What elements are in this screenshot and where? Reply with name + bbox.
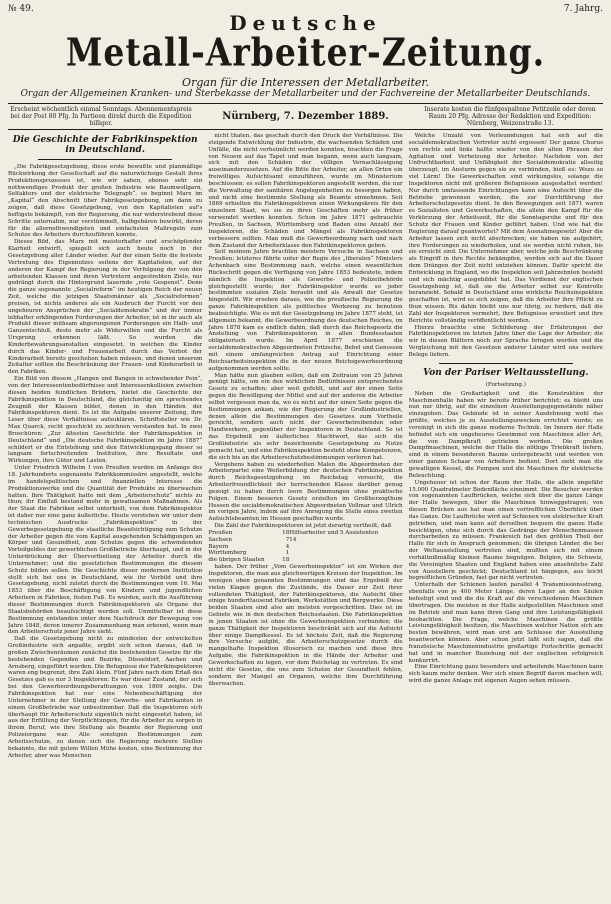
paragraph: Ungeheuer ist schon der Raum der Halle, die allein ungefähr 15.000 Quadratmeter Bodenfläche einnimmt. Die Besucher werden von sogenannten Laufbrücken, welche sich über die ganze Länge der Halle bewegen, über die Maschinen hinweggetragen; von diesen Brücken aus hat man einen vortrefflichen Überblick über das Ganze. Die Laufbrücke wird auf Schienen von elektrischer Kraft getrieben, und man kann auf derselben bequem die ganze Halle besichtigen, ohne sich durch das Gedränge der Menschenmassen durcharbeiten zu müssen. Frankreich hat den größten Theil der Halle für sich in Anspruch genommen; die übrigen Länder, die bei der Weltausstellung vertreten sind, mußten sich mit einem verhältnißmäßig kleinen Raume begnügen. Belgien, die Schweiz, die Vereinigten Staaten und England haben eine ansehnliche Zahl von Ausstellern geschickt; Deutschland ist hingegen, aus leicht begreiflichen Gründen, fast gar nicht vertreten.	[408, 479, 603, 582]
masthead-subtitle-2: Organ der Allgemeinen Kranken- und Sterbekasse der Metallarbeiter und der Fachvereine der Metallarbeiter Deutschlands.	[20, 89, 591, 99]
volume-year: 7. Jahrg.	[563, 4, 603, 14]
paragraph: Dieses Bild, das Marx mit meisterhafter und erschöpfender Klarheit entwirft, spiegelt sich auch heute noch in der Gesetzgebung aller Länder wieder. Auf der einen Seite die festeste Vertretung des Eigennutzes seitens der Kapitalisten, auf der anderen der Kampf der Regierung in der Verfolgung der von den arbeitenden Klassen und ihren Vertretern angestrebten Ziele, nur gedrängt durch die Hintergrund lauernde „rote Gespenst“. Denn die ganze sogenannte „Socialreform“ im heutigen Reich der neuen Zeit, welche die jetzigen Staatsmänner als „Socialreformen“ preisen, ist nichts anderes als ein Ausbruch der Furcht vor den ungeheuren Ansprüchen der „Socialdemokratie“ und der immer lebhafter erklingenden Forderungen der Arbeiter, ist in ihr auch als Produkt dieser mühsam abgerungenen Forderungen ein Halb- und Ganzentschluß, desto mehr als Widerwillen und die Furcht als Ursprung erkennen läßt. So wurden die Kinderbewahrungsanstalten eingesetzt, in welchen die Kinder durch das Kinder- und Frauenarbeit durch das Verbot der Kinderarbeit bereits geschehen haben müssen, und denen unserem Zeitalter sollten die Beschränkung der Frauen- und Kinderarbeit in den Fabriken.	[8, 239, 203, 376]
count-cell: 18	[282, 529, 290, 536]
heading-divider	[38, 159, 172, 160]
masthead	[8, 12, 603, 100]
article-divider	[439, 363, 573, 364]
paragraph: Hierzu brauchte eine Schilderung der Erfahrungen der Fabrikinspektoren im letzten Jahre über die Lage der Arbeiter; die wir in diesen Blättern noch zur Sprache bringen werden und die Vergleichung mit den Gesetzen anderer Länder wird uns weitere Belege liefern.	[408, 324, 603, 358]
paragraph: „Die Fabrikgesetzgebung, diese erste bewußte und planmäßige Rückwirkung der Gesellschaft auf die naturwüchsige Gestalt ihres Produktionsprozesses ist, wie wir sahen, ebenso sehr ein nothwendiges Produkt der großen Industrie wie Baumwollgarn, Selfaktors und der elektrische Telegraph“, so beginnt Marx im „Kapital“ den Abschnitt über Fabrikgesetzgebung, um dann zu zeigen, daß diese Gesetzgebung, von den Kapitalisten auf's heftigste bekämpft, von der Regierung, die nur widerstrebend diese Schritte unternahm, nur verstümmelt, halbgebären bewirkt, deren für die allernothwendigsten und einfachsten Maßregeln zum Schutze des Arbeiters durchzuführen konnte.	[8, 164, 203, 239]
paragraph: Man hätte nun glauben sollen, daß ein Zeitraum von 25 Jahren genügt hätte, um ein den wirklichen Bedürfnissen entsprechendes Gesetz zu schaffen; aber weit gefehlt, und auf der einen Seite gegen die Bewilligung der Mittel und auf der anderen die Arbeiter selbst vergessen man da, wo es nicht auf der einen Seite gegen die Bestimmungen ankam, wie der Regierung der Großindustriellen, denen allein die Bestimmungen des Gesetzes zum Vortheile gereicht, sondern auch nicht der Gewerbetreibenden oder Handwerkern, gegenüber der Inspektoren in Deutschland. So ist das Ergebniß ein äußerliches Machtwort, das sich die Großindustrie als sehr bezeichnende Gesetzgebung zu Nutze gemacht hat, und eine Fabrikinspektion besteht ohne Kompetenzen, die sich bis an die Arbeiterschutzbestimmungen verloren hat.	[208, 372, 403, 461]
issue-date: Nürnberg, 7. Dezember 1889.	[222, 111, 389, 122]
paragraph: Unterhalb der Schienen laufen parallel 4 Transmissionsstrang, ebenfalls von je 400 Meter Länge, deren Lager an den Säulen befestigt sind und die die Kraft auf die verschiedenen Maschinen übertragen. Die meisten in der Halle aufgestellten Maschinen sind im Betrieb und man kann ihren Gang und ihre Leistungsfähigkeit beobachten. Die Frage, welche Maschinen die größte Leistungsfähigkeit besitzen, die Maschinen welcher Nation sich am besten bewähren, wird man erst am Schlusse der Ausstellung beantworten können. Aber schon jetzt läßt sich sagen, daß die französische Maschinenindustrie großartige Fortschritte gemacht hat und in mancher Beziehung mit der englischen erfolgreich konkurrirt.	[408, 582, 603, 664]
state-cell: die übrigen Staaten	[208, 557, 265, 564]
paragraph: Welche Unzahl von Verleumdungen hat sich auf die socialdemokratischen Vertreter nicht ergossen! Der ganze Chorus von rechts und links hallte wieder von den alten Phrasen der Agitation und Verhetzung der Arbeiter. Nachdem von der Unfruchtbarkeit und Unfähigkeit der Socialdemokratie allseitig überzeugt, im Ansturm gegen sie zu verbünden, hieß es: Wozu so viel Lärm! Die Gewerkschaften sind wirkungslos, solange die Inspektoren nicht mit größeren Befugnissen ausgestattet werden! Nur durch umfassende Einrichtungen kann eine Aufsicht über die Betriebe gewonnen werden, die zur Durchführung der Arbeiterschutzgesetze dient. In den Bewegungen seit 1871 waren es Sozialisten und Gewerkschaften, die allein den Kampf für die Verkürzung der Arbeitszeit, für die Sonntagsruhe und für den Schutz der Frauen und Kinder geführt haben. Und wie hat die Regierung darauf geantwortet? Mit dem Ausnahmegesetz! Aber die Arbeiter lassen sich nicht abschrecken; sie haben nie aufgehört, ihre Forderungen zu wiederholen, und sie werden nicht ruhen, bis sie erreicht sind. Die Unternehmer aber, welche jede Beschränkung als Eingriff in ihre Rechte bekämpfen, werden sich auf die Dauer dem Drängen der Zeit nicht entziehen können. Dafür spricht die Entwicklung in England, wo die Inspektion seit Jahrzehnten besteht und sich mächtig ausgebildet hat. Das Verdienst der englischen Gesetzgebung ist, daß sie die Arbeiter selbst zur Kontrolle heranzieht. Sobald in Deutschland eine wirkliche Reichsinspektion geschaffen ist, wird es sich zeigen, daß die Arbeiter ihre Pflicht zu thun wissen. Bis dahin bleibt uns nur übrig, zu fordern, daß die Zahl der Inspektoren vermehrt, ihre Befugnisse erweitert und ihre Berichte vollständig veröffentlicht werden.	[408, 133, 603, 324]
count-cell: 7	[285, 536, 290, 543]
state-cell: Bayern	[208, 543, 229, 550]
count-cell: 18	[282, 557, 290, 564]
column-1	[8, 133, 202, 903]
issue-number: № 49.	[8, 4, 34, 14]
table-row	[208, 544, 402, 551]
columns	[8, 133, 603, 903]
paragraph: Vergebens haben zu wiederholten Malen die Abgeordneten der Arbeiterpartei eine Weiterbildung der deutschen Fabrikinspektion durch Reichsgesetzgebung im Reichstag versucht, die Arbeiterfreundlichkeit der herrschenden Klasse darüber genug gezeigt zu haben durch leere Bestimmungen ohne praktische Folgen. Einem besseren Gesetz erzielten im Großherzogthum Hessen die socialdemokratischen Abgeordneten Vollmar und Ulrich im vorigen Jahre, indem auf ihre Anregung die Stelle eines zweiten Aufsichtsbeamten im Hessen geschaffen wurde.	[208, 461, 403, 523]
paragraph: nicht thaten, das geschah durch den Druck der Verhältnisse. Die steigende Entwicklung der Industrie, die wachsenden Schäden und Unfälle, die nicht verheimlicht werden konnten, brachten die Frage von Neuem auf das Tapet und man begann, wenn auch langsam, sich mit den Schäden der völligen Vernachlässigung auseinanderzusetzen. Auf die Bitte der Arbeiter, an allen Orten ein freiwilliges Aufsichtsamt einzuführen, wurde im Ministerium beschlossen: es sollen Fabrikinspektoren angestellt werden, die nur die Verwaltung der sanitären Angelegenheiten zu besorgen haben, und nicht eine bestimmte Stellung als Beamte einnehmen. Seit 1869 erhielten die Fabrikinspektoren einen Wirkungskreis für den einzelnen Staat, wo sie zu ihren Geschäften mehr als früher verwendet werden konnten. Schon im Jahre 1871 gebrauchte Preußen, in Sachsen, Württemberg und Baden eine Anzahl der Inspektoren, die Schäden und Mängel als Fabrikinspektoren verbessern sollten. Man muß die Gewerbeordnung nach und nach dem Zustand der Arbeiterklasse den Fabrikinspektoren geben.	[208, 133, 403, 249]
paragraph: Seit meinem Jahre brachten meistere Versuche in Sachsen und Preußen; letzteres führte unter der Regie des „liberalen“ Ministers Achenbach eine Bestimmung nach, welche einen wesentlichen Rückschritt gegen die Verfügung von Jahre 1853 bedeutete, indem nämlich die Inspektion als Gewerbe- und Polizeibehörde gleichgestellt wurde; der Fabrikinspektor wurde so jeder bestimmten sozialen Ziele beraubt und als Anwalt der Gesetze hingestellt. Wir ersehen daraus, wie die preußische Regierung die ganze Fabrikinspektion als politisches Werkzeug zu benutzen beabsichtigte. Wie es mit der Gesetzgebung im Jahre 1877 steht, ist allgemein bekannt, die Gewerbeordnung des deutschen Reiches, im Jahre 1878 kam es endlich dahin, daß durch das Reichsgesetz die Anstellung von Fabrikinspektoren in allen Bundesstaaten obligatorisch wurde. Im April 1877 erschienen die socialdemokratischen Abgeordneten Fritzsche, Bebel und Genossen mit einem umfangreichen Antrag auf Einrichtung einer Reichsarbeitsinspektion die in der neuen Reichsgewerbeordnung aufgenommen werden sollte.	[208, 249, 403, 372]
column-3	[409, 133, 603, 903]
masthead-kicker: Deutsche	[229, 11, 382, 35]
paragraph: haben. Der früher „Vom Gewerbeinspektor“ ist ein Wirken der Inspektoren, die man aus gleichwertigen Kreisen der Inspektion. Im wenigen oben genannten Bestimmungen sind das Ergebniß der vielen Klagen gegen die Zustände, die Dauer zur Zeit ihrer vollendeten Thätigkeit, der Fabrikinspektoren, die Aufsicht über einige hunderttausend Fabriken, Werkstätten und Bergwerke. Diese beiden Staaten sind also am meisten vorgeschritten. Dies ist im Gebiete wie in den deutschen Reichsstaaten. Die Fabrikinspektion in jenen Staaten ist ohne die Gewerbeinspektion verbunden; die ganze Thätigkeit der Inspektoren beschränkt sich auf die Aufsicht über einige Dampfkessel. Es ist höchste Zeit, daß die Regierung ihre Versuche aufgibt, die Arbeiterschutzgesetze durch die mangelhafte Inspektion illusorisch zu machen und diese ihre Aufgabe, die Fabrikinspektion in die Hände der Arbeiter und Gewerkschaften zu legen, vor dem Reichstag zu vertreten. Es sind nicht die Gesetze, die uns zum Schutze der Gesundheit fehlen, sondern der Mangel an Organen, welche ihre Durchführung überwachen.	[208, 564, 403, 687]
info-bar	[8, 104, 603, 130]
table-row	[208, 550, 402, 557]
note-cell: 14	[289, 536, 297, 543]
advertising-info: Inserate kosten die fünfgespaltene Petitzeile oder deren Raum 20 Pfg. Adresse der Redaktion und Expedition: Nürnberg, Weizenstraße 13.	[424, 106, 596, 127]
state-cell: Württemberg	[208, 550, 247, 557]
state-cell: Sachsen	[208, 536, 233, 543]
paragraph: Neben die Großartigkeit und die Konstruktion der Maschinenhalle haben wir bereits früher berichtet; es bleibt uns nun nur übrig, auf die einzelnen Ausstellungsgegenstände näher einzugehen. Das Gebäude ist in seiner Ausdehnung wohl das größte, welches je zu Ausstellungszwecken errichtet wurde; es vereinigt in sich die ganze moderne Technik. Im Innern der Halle befindet sich ein ungeheures Gewimmel von Maschinen aller Art, die von Dampfkraft getrieben werden. Die großen Dampfmaschinen, welche der Halle die nöthige Triebkraft liefern, sind in einem besonderen Raume untergebracht und werden von einer ganzen Schaar von Arbeitern bedient. Dort sieht man die gewaltigen Kessel, die Pumpen und die Maschinen für elektrische Beleuchtung.	[408, 390, 603, 479]
state-cell: Preußen	[208, 529, 233, 536]
table-row	[208, 530, 402, 537]
article-heading-weltausstellung: Von der Pariser Weltausstellung.	[423, 367, 589, 378]
column-2	[208, 133, 402, 903]
subscription-info: Erscheint wöchentlich einmal Sonntags. Abonnementspreis bei der Post 80 Pfg. In Partieen direkt durch die Expedition billiger.	[10, 106, 192, 127]
count-cell: 4	[285, 543, 290, 550]
article-heading-fabrikinspektion: Die Geschichte der Fabrikinspektion in Deutschland.	[12, 135, 198, 155]
paragraph: Ein Bild von diesem „Hangen und Bangen in schwebender Pein“, von der Interessentenbedürfnisse und Interessenkollision zwischen diesen beiden feindlichen Brüdern, bietet die Geschichte der Fabrikinspektion in Deutschland, die gleichzeitig ein sprechendes Zeugniß der Klassen bildet, denen in den Händen der Fabrikinspektoren dient. Es ist die Aufgabe unserer Zeitung, ihre Leser über diese Verhältnisse aufzuklären. Schriftsteller wie Dr. Max Quarck, recht geschickt zu zeichnen verstanden hat. In zwei Broschüren: „Zur ältesten Geschichte der Fabrikinspektion in Deutschland“ und „Die deutsche Fabrikinspektion im Jahre 1887“ schildert er die Entstehung und den Entwicklungsgang dieser so langsam fortschreitenden Institution, ihre Resultate und Wirkungen, ihre Güter und Lasten.	[8, 376, 203, 465]
masthead-title: Metall-Arbeiter-Zeitung.	[65, 30, 546, 75]
masthead-subtitle: Organ für die Interessen der Metallarbeiter.	[182, 76, 429, 89]
article-subheading: (Fortsetzung.)	[485, 381, 526, 388]
note-cell	[289, 544, 402, 551]
note-cell	[289, 550, 402, 557]
paragraph: Unter Friedrich Wilhelm I von Preußen wurden im Anfange des 18. Jahrhunderts sogenannte Fabrikkommissäre angestellt, welche im handelspolitischen und finanziellen Interesse die Produktionswerke und die Quantität der Produkte zu überwachen hatten. Ihre Thätigkeit hatte mit dem „Arbeiterschutz“ nichts zu thun; ihr Einfluß bestand mehr in gewaltsamen Maßnahmen. Als der Staat die Fabriken selbst unterhielt, von dem Fabrikinspektor ist daher nur eine ganz äußerliche. Heute verstehen wir unter dem technischen Ausdrucke „Fabrikinspektion“ in der Gewerbegesetzgebung die staatliche Beaufsichtigung zum Schutze der Arbeiter gegen die vom Kapital ausgehenden Schädigungen an Körper und Gesundheit, zum Schutze gegen die schwindenden Vorteilgeldes der gewerblichen Großbetriebe überhaupt, und in der Unterdrückung der Übervortheilung der Arbeiter durch die Unternehmer; und die gesetzlichen Bestimmungen die diesem Schutz bilden sollen. Die Geschichte dieser modernen Institution stellt sich bei uns in Deutschland, wie ihr Vorbild und ihre Gesetzgebung, nicht zuletzt durch die Bestimmungen vom 16. Mai 1853 über die Beschäftigung von Kindern und jugendlichen Arbeitern in Fabriken, festen Fuß. Es wurden, auch die Ausführung dieser Bestimmungen durch Fabrikinspektoren als Organe der Staatsbehörden beaufsichtigt werden soll. Unmittelbar ist diese Bestimmung entstanden unter dem Nachdruck der Bewegung von Jahre 1848, deren innerer Zusammenhang man erkennt, wenn man den Arbeiterschutz jener Jahre sieht.	[8, 465, 203, 636]
count-cell: 1	[285, 550, 290, 557]
note-cell: Hilfsarbeiter und 5 Assistenten	[289, 529, 379, 536]
newspaper-page	[8, 4, 603, 894]
table-row	[208, 537, 402, 544]
paragraph: Daß die Gesetzgebung nicht zu mindesten der entwickelten Großindustrie sich anpaßte, ergibt sich schon daraus, daß in großen Zwischenräumen zunächst die bestehenden Gesetze für die bestehenden Gegenden und Bezirke, Düsseldorf, Aachen und Arnsberg, eingeführt wurden. Die Befugnisse der Fabrikinspektoren waren eng begrenzt, ihre Zahl klein. Fünf Jahre nach dem Erlaß des Gesetzes gab es nur 3 Inspektoren: Es war dieser Zustand, der sich bei den Gewerbeordnungsberathungen von 1869 zeigte. Die Fabrikinspektion hat nur eine Nebenbeschäftigung der Unternehmer in der Stellung der Gewerbe- und Fabrikanten in einem Großbetriebe war unbestimmbar. Daß die Inspektoren sich überhaupt für Arbeiterschutz eigentlich nicht eingesetzt haben, ist aus der Erfüllung der Verpflichtungen, für die Arbeiter zu sorgen in ihrem Beruf, wie ihre Stellung als Beamte der Regierung und Polizeiorgane war. Alle sonstigen Bestimmungen zum Arbeitsschutze, zu denen sich die Regierung mehrere Stellen bekannte, die mit gutem Willen Mühe kosten, eine Bestimmung der Arbeiter, aber was Menschen	[8, 636, 203, 759]
paragraph: Eine Einrichtung ganz besonders und arbeitende Maschinen kann sich kaum mehr denken. Wer sich einen Begriff davon machen will, wird die ganze Anlage mit eigenen Augen sehen müssen.	[408, 664, 603, 685]
table-intro: Die Zahl der Fabrikinspektoren ist jetzt derartig vertheilt, daß	[214, 523, 392, 530]
inspector-table	[208, 530, 402, 564]
